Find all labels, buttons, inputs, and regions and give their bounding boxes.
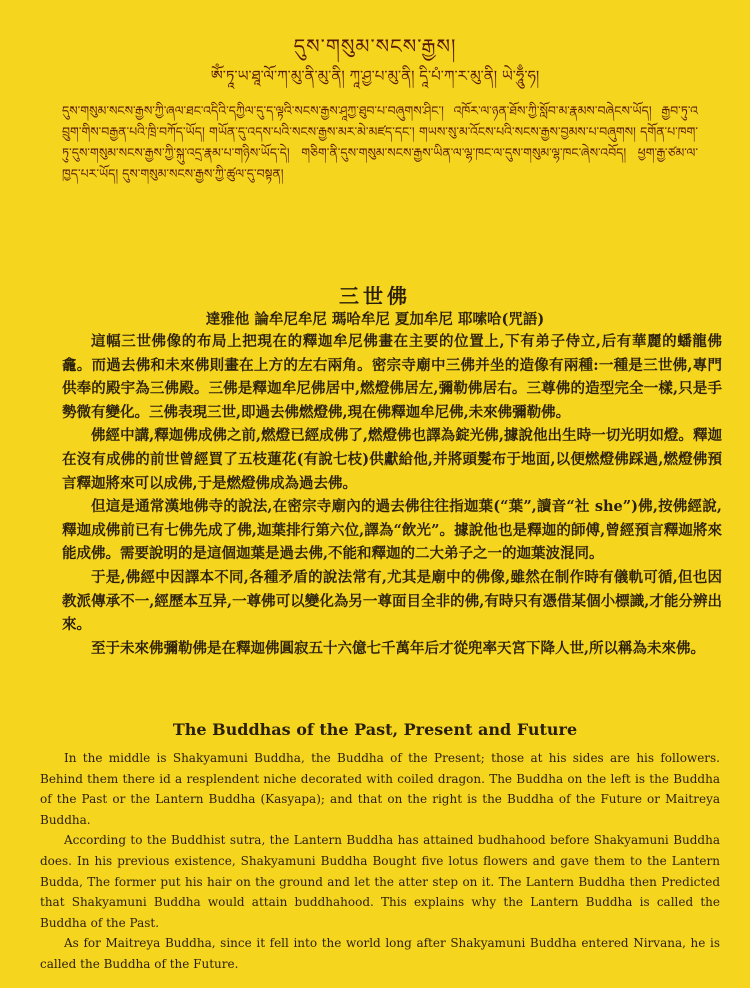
chinese-paragraph: 這幅三世佛像的布局上把現在的釋迦牟尼佛畫在主要的位置上,下有弟子侍立,后有華麗的蟠龍佛龕。而過去佛和未來佛則畫在上方的左右兩角。密宗寺廟中三佛并坐的造像有兩種:一種是三世佛,專門供奉的殿宇為三佛殿。三佛是釋迦牟尼佛居中,燃燈佛居左,彌勒佛居右。三尊佛的造型完全一樣,只是手勢微有變化。三佛表現三世,即過去佛燃燈佛,現在佛釋迦牟尼佛,未來佛彌勒佛。 <box>62 333 722 421</box>
chinese-paragraph: 至于未來佛彌勒佛是在釋迦佛圓寂五十六億七千萬年后才從兜率天宮下降人世,所以稱為未來佛。 <box>91 639 706 657</box>
english-body <box>40 748 720 975</box>
chinese-body <box>62 330 722 660</box>
chinese-paragraph: 佛經中講,釋迦佛成佛之前,燃燈已經成佛了,燃燈佛也譯為錠光佛,據說他出生時一切光明如燈。釋迦在沒有成佛的前世曾經買了五枝蓮花(有說七枝)供獻給他,并將頭髮布于地面,以便燃燈佛踩過,燃燈佛預言釋迦將來可以成佛,于是燃燈佛成為過去佛。 <box>62 427 722 492</box>
chinese-paragraph: 于是,佛經中因譯本不同,各種矛盾的說法常有,尤其是廟中的佛像,雖然在制作時有儀軌可循,但也因教派傳承不一,經歷本互异,一尊佛可以變化為另一尊面目全非的佛,有時只有憑借某個小標識,才能分辨出來。 <box>62 568 722 634</box>
english-paragraph: According to the Buddhist sutra, the Lantern Buddha has attained budhahood before Shakyamuni Buddha does. In his previous existence, Shakyamuni Buddha Bought five lotus flowers and gave them to the Lantern Budda, The former put his hair on the ground and let the atter step on it. The Lantern Buddha then Predicted that Shakyamuni Buddha would attain buddhahood. This explains why the Lantern Buddha is called the Buddha of the Past. <box>40 833 720 930</box>
tibetan-title: དུས་གསུམ་སངས་རྒྱས། <box>293 34 457 58</box>
chinese-paragraph: 但這是通常漢地佛寺的說法,在密宗寺廟內的過去佛往往指迦葉(“葉”,讀音“社 she”)佛,按佛經說,釋迦成佛前已有七佛先成了佛,迦葉排行第六位,譯為“飲光”。據說他也是釋迦的師傅,曾經預言釋迦將來能成佛。需要說明的是這個迦葉是過去佛,不能和釋迦的二大弟子之一的迦葉波混同。 <box>62 498 722 563</box>
english-title: The Buddhas of the Past, Present and Future <box>172 720 578 739</box>
english-paragraph: In the middle is Shakyamuni Buddha, the Buddha of the Present; those at his sides are his followers. Behind them there id a resplendent niche decorated with coiled dragon. The Buddha on the left is the Buddha of the Past or the Lantern Buddha (Kasyapa); and that on the right is the Buddha of the Future or Maitreya Buddha. <box>40 751 720 827</box>
english-paragraph: As for Maitreya Buddha, since it fell into the world long after Shakyamuni Buddha entered Nirvana, he is called the Buddha of the Future. <box>40 936 720 971</box>
tibetan-body: དུས་གསུམ་སངས་རྒྱས་ཀྱི་ཞལ་ཐང་འདིའི་དཀྱིལ་དུ་ད་ལྟའི་སངས་རྒྱས་ཤཱཀྱ་ཐུབ་པ་བཞུགས་ཤིང་། འཁོར་ལ་ཉན་ཐོས་ཀྱི་སློབ་མ་རྣམས་བཞེངས་ཡོད། རྒྱབ་ཏུ་འབྲུག་གིས་བརྒྱན་པའི་ཁྲི་བཀོད་ཡོད། གཡོན་དུ་འདས་པའི་སངས་རྒྱས་མར་མེ་མཛད་དང་། གཡས་སུ་མ་འོངས་པའི་སངས་རྒྱས་བྱམས་པ་བཞུགས། དགོན་པ་ཁག་ཏུ་དུས་གསུམ་སངས་རྒྱས་ཀྱི་སྐུ་འདྲ་རྣམ་པ་གཉིས་ཡོད་དེ། གཅིག་ནི་དུས་གསུམ་སངས་རྒྱས་ཡིན་ལ་ལྷ་ཁང་ལ་དུས་གསུམ་ལྷ་ཁང་ཞེས་འབོད། ཕྱག་རྒྱ་ཙམ་ལ་ཁྱད་པར་ཡོད། དུས་གསུམ་སངས་རྒྱས་ཀྱི་ཚུལ་དུ་བསྟན། <box>62 103 698 181</box>
chinese-mantra: 達雅他 論牟尼牟尼 瑪哈牟尼 夏加牟尼 耶嗦哈(咒語) <box>205 311 545 328</box>
chinese-title: 三世佛 <box>339 284 411 308</box>
tibetan-mantra: ཨོཾ་ཏཱ་ཡ་ཐཱ་ལོ་ཀ་མུ་ནི་མུ་ནི། ཀཱ་ཤྱ་པ་མུ་ནི། དཱི་པཾ་ཀ་ར་མུ་ནི། ཡེ་ཧཱུྃ་ཧ། <box>210 67 540 85</box>
